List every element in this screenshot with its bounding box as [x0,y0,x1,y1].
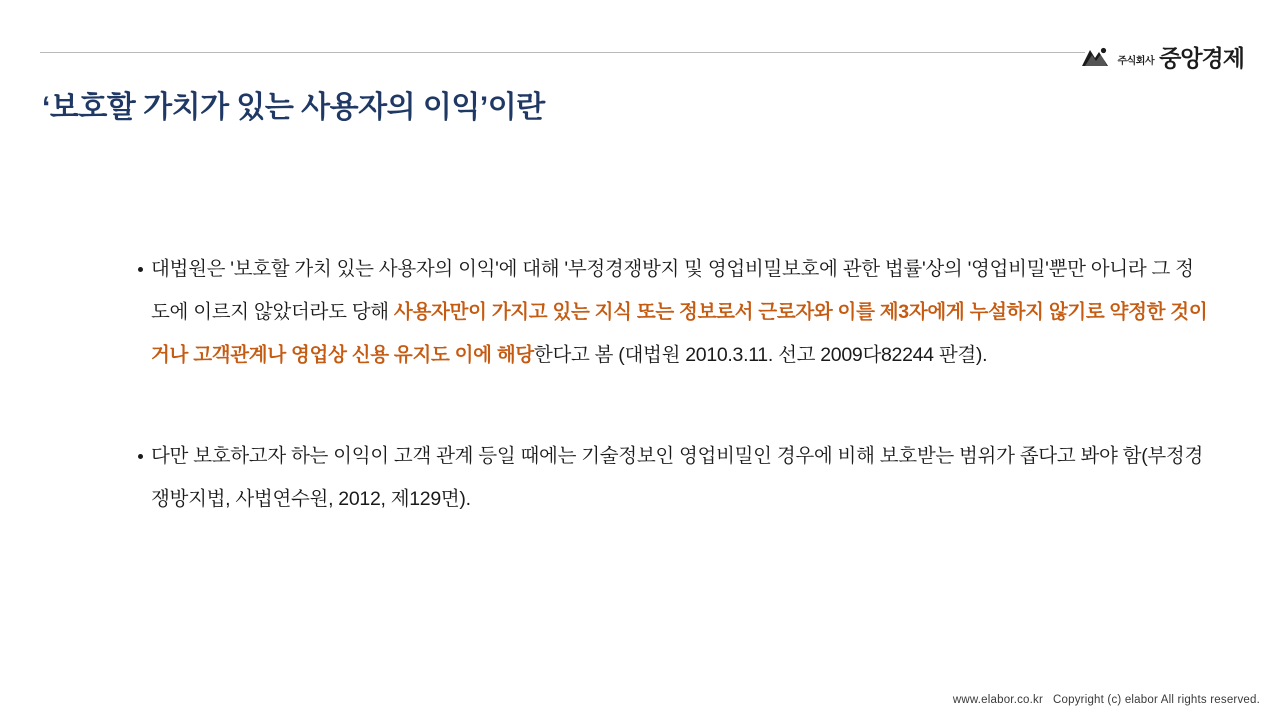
bullet-text-part: 대법원은 '보호할 가치 있는 사용자의 이익'에 대해 '부정경쟁방지 및 영업비밀보호에 관한 법률'상의 '영업비밀'뿐만 아니라 그 정도에 이르지 않았더라도 당해 [151,258,1194,323]
bullet-text-highlight: 사용자만이 가지고 있는 지식 또는 정보로서 근로자와 이를 제3자에게 누설하지 않기로 약정한 것이거나 고객관계나 영업상 신용 유지도 이에 해당 [151,301,1208,366]
page-title: ‘보호할 가치가 있는 사용자의 이익’이란 [42,91,545,124]
company-logo [1080,36,1244,70]
logo-main-text: 중앙경제 [1159,45,1244,71]
logo-wordmark [1117,47,1244,70]
mountain-logo-icon [1080,44,1110,70]
footer-website: www.elabor.co.kr [952,694,1044,706]
header-divider [40,52,1085,53]
list-item [138,435,1208,521]
bullet-text-part: 한다고 봄 (대법원 2010.3.11. 선고 2009다82244 판결). [533,344,988,366]
footer [953,694,1260,706]
footer-copyright: Copyright (c) elabor All rights reserved. [1053,694,1260,706]
bullet-text-part: 다만 보호하고자 하는 이익이 고객 관계 등일 때에는 기술정보인 영업비밀인 경우에 비해 보호받는 범위가 좁다고 봐야 함(부정경쟁방지법, 사법연수원, 2012, 제129면). [151,445,1204,510]
content-body [138,248,1208,521]
logo-small-text: 주식회사 [1117,56,1155,67]
list-item [138,248,1208,377]
